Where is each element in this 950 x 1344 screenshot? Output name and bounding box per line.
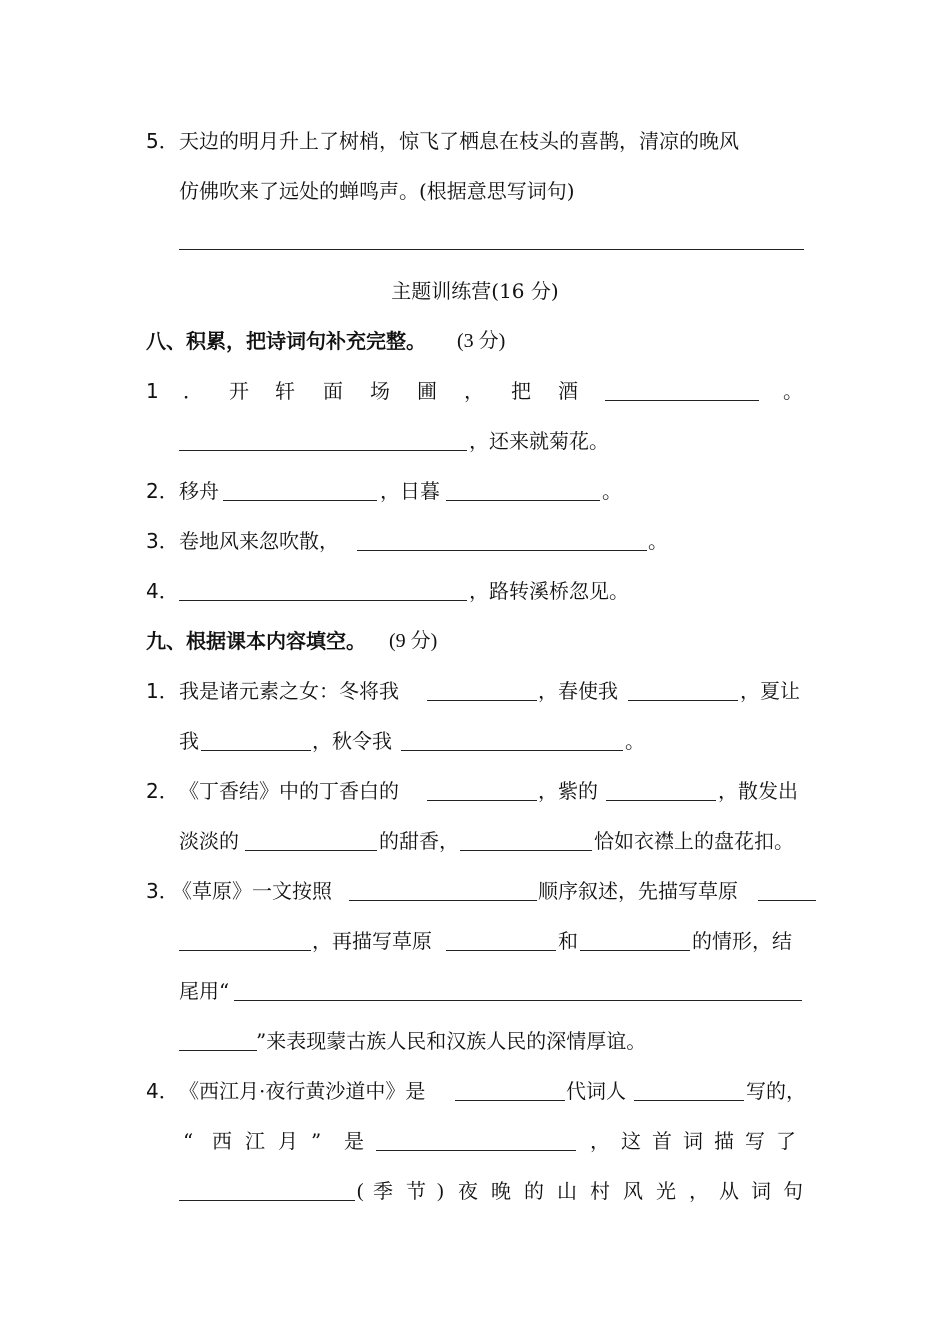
s8-item4 <box>0 576 950 606</box>
s8-i4-text-a: ，路转溪桥忽见。 <box>469 579 629 603</box>
s9-i4-i-char: 从 <box>719 1179 739 1203</box>
s9-i1-text-e: ，秋令我 <box>312 729 392 753</box>
s9-item4-line2 <box>0 1126 950 1156</box>
s9-i3-text-e: 的情形，结 <box>692 929 792 953</box>
s9-i3-blank-5b[interactable] <box>179 1050 257 1051</box>
q5-line2 <box>0 176 950 206</box>
s9-item2-line1 <box>0 776 950 806</box>
s9-i4-blank-1[interactable] <box>455 1100 565 1101</box>
s9-i4-d-char: 西 <box>212 1129 232 1153</box>
s9-i4-blank-4[interactable] <box>179 1200 355 1201</box>
s9-i1-text-f: 。 <box>625 729 645 753</box>
s9-i3-blank-1[interactable] <box>349 900 537 901</box>
s9-i2-text-c: ，散发出 <box>718 779 798 803</box>
s8-item3 <box>0 526 950 556</box>
s8-i1-char: 面 <box>323 379 343 403</box>
s9-i4-d-char: ” <box>311 1129 322 1153</box>
s9-i4-d-char: 月 <box>278 1129 298 1153</box>
s9-i4-i-char: 句 <box>783 1179 803 1203</box>
s8-item1-line1 <box>0 376 950 406</box>
s9-i1-text-a: 我是诸元素之女：冬将我 <box>179 679 399 703</box>
s9-i3-blank-3[interactable] <box>446 950 556 951</box>
s9-i3-number: 3． <box>146 879 179 903</box>
s8-title: 八、积累，把诗词句补充完整。 <box>146 329 426 353</box>
s9-i3-text-f: 尾用“ <box>179 979 230 1003</box>
s9-i3-text-b: 顺序叙述，先描写草原 <box>538 879 738 903</box>
s9-i3-text-d: 和 <box>558 929 578 953</box>
s8-i1-char: 把 <box>511 379 531 403</box>
s9-i3-text-a: 《草原》一文按照 <box>172 879 332 903</box>
s8-i1-char: 轩 <box>275 379 295 403</box>
s8-i1-end: 。 <box>783 379 803 403</box>
s9-i4-text-b: 代词人 <box>566 1079 626 1103</box>
s8-i1-char: 酒 <box>558 379 578 403</box>
s9-i1-blank-3[interactable] <box>201 750 311 751</box>
s9-i4-i-char: 村 <box>590 1179 610 1203</box>
s9-i4-i-char: 晚 <box>491 1179 511 1203</box>
s9-score: (9 分) <box>389 630 438 652</box>
s9-i2-text-e: 的甜香， <box>379 829 459 853</box>
q5-text-2: 仿佛吹来了远处的蝉鸣声。(根据意思写词句) <box>179 179 575 203</box>
s8-i1-tail: ，还来就菊花。 <box>469 429 609 453</box>
s9-i4-e-char: 写 <box>745 1129 765 1153</box>
s8-i2-blank-2[interactable] <box>446 500 600 501</box>
s9-i4-e-char: 了 <box>776 1129 796 1153</box>
s9-item4-line3 <box>0 1176 950 1206</box>
s9-i4-g-char: 季 <box>373 1179 393 1203</box>
s9-i2-blank-3[interactable] <box>245 850 377 851</box>
s9-i3-blank-5a[interactable] <box>234 1000 802 1001</box>
s9-i4-e-char: ， <box>590 1129 610 1153</box>
s9-i4-i-char: 光 <box>656 1179 676 1203</box>
s9-i4-i-char: 的 <box>524 1179 544 1203</box>
s9-i4-d-char: “ <box>183 1129 194 1153</box>
s9-item3-line1 <box>0 876 950 906</box>
s8-i1-char: 场 <box>370 379 390 403</box>
s8-i2-text-b: ，日暮 <box>380 479 440 503</box>
s9-i4-e-char: 这 <box>621 1129 641 1153</box>
s9-item1-line1 <box>0 676 950 706</box>
s9-i3-blank-2a[interactable] <box>758 900 816 901</box>
q5-answer-line[interactable] <box>179 249 804 250</box>
s8-i1-char: ， <box>464 379 484 403</box>
s9-i3-blank-2b[interactable] <box>179 950 311 951</box>
s8-i1-dot: ． <box>183 379 203 403</box>
s8-i2-text-c: 。 <box>602 479 622 503</box>
s9-i1-text-c: ，夏让 <box>740 679 800 703</box>
s8-item1-line2 <box>0 426 950 456</box>
s9-i2-text-d: 淡淡的 <box>179 829 239 853</box>
s9-i4-text-a: 《西江月·夜行黄沙道中》是 <box>179 1079 426 1103</box>
s9-i4-i-char: 词 <box>751 1179 771 1203</box>
s9-i1-text-b: ，春使我 <box>538 679 618 703</box>
s9-i4-paren-close: ) <box>437 1180 444 1202</box>
s9-i4-e-char: 词 <box>683 1129 703 1153</box>
s8-i1-number: 1 <box>146 379 159 403</box>
s9-i2-text-f: 恰如衣襟上的盘花扣。 <box>594 829 794 853</box>
s9-i4-d-char: 江 <box>245 1129 265 1153</box>
s9-i1-blank-1[interactable] <box>427 700 537 701</box>
s9-i3-text-g: ”来表现蒙古族人民和汉族人民的深情厚谊。 <box>256 1029 647 1053</box>
s9-i3-blank-4[interactable] <box>580 950 690 951</box>
s8-item2 <box>0 476 950 506</box>
section-title: 主题训练营(16 分) <box>391 279 559 303</box>
s9-i2-text-a: 《丁香结》中的丁香白的 <box>179 779 399 803</box>
s9-i1-text-d: 我 <box>179 729 199 753</box>
s8-i4-number: 4． <box>146 579 179 603</box>
s8-i2-blank-1[interactable] <box>223 500 377 501</box>
s9-item1-line2 <box>0 726 950 756</box>
s9-item2-line2 <box>0 826 950 856</box>
s9-i4-text-c: 写的， <box>746 1079 806 1103</box>
s9-i1-blank-2[interactable] <box>628 700 738 701</box>
s9-i4-d-char: 是 <box>344 1129 364 1153</box>
q5-line1 <box>0 126 950 156</box>
s8-score: (3 分) <box>457 330 506 352</box>
s9-i2-blank-1[interactable] <box>427 800 537 801</box>
s8-i1-blank-2[interactable] <box>179 450 467 451</box>
s9-i3-text-c: ，再描写草原 <box>312 929 432 953</box>
s8-i3-text-a: 卷地风来忽吹散， <box>179 529 339 553</box>
s9-i1-blank-4[interactable] <box>401 750 623 751</box>
s9-i4-g-char: 节 <box>406 1179 426 1203</box>
s8-title-line <box>0 326 950 356</box>
s8-i2-number: 2． <box>146 479 179 503</box>
q5-number: 5． <box>146 129 179 153</box>
s8-i3-blank[interactable] <box>357 550 647 551</box>
s9-title: 九、根据课本内容填空。 <box>146 629 366 653</box>
s9-i4-blank-2[interactable] <box>634 1100 744 1101</box>
s9-i4-i-char: ， <box>689 1179 709 1203</box>
s9-i2-text-b: ，紫的 <box>538 779 598 803</box>
q5-text-1: 天边的明月升上了树梢，惊飞了栖息在枝头的喜鹊，清凉的晚风 <box>179 129 739 153</box>
s9-item3-line4 <box>0 1026 950 1056</box>
s9-i4-paren-open: ( <box>357 1180 364 1202</box>
s9-i4-number: 4． <box>146 1079 179 1103</box>
s8-i2-text-a: 移舟 <box>179 479 219 503</box>
s9-item3-line3 <box>0 976 950 1006</box>
s9-i2-blank-2[interactable] <box>606 800 716 801</box>
s9-i4-i-char: 山 <box>557 1179 577 1203</box>
s9-i4-i-char: 夜 <box>458 1179 478 1203</box>
s9-i4-blank-3[interactable] <box>376 1150 576 1151</box>
s8-i1-blank-1[interactable] <box>605 400 759 401</box>
s8-i1-char: 圃 <box>417 379 437 403</box>
s9-i4-e-char: 描 <box>714 1129 734 1153</box>
s8-i1-char: 开 <box>229 379 249 403</box>
s8-i3-text-b: 。 <box>648 529 668 553</box>
s9-i2-number: 2． <box>146 779 179 803</box>
s9-i4-e-char: 首 <box>652 1129 672 1153</box>
s9-i4-i-char: 风 <box>623 1179 643 1203</box>
s9-i1-number: 1． <box>146 679 179 703</box>
s8-i3-number: 3． <box>146 529 179 553</box>
s9-item4-line1 <box>0 1076 950 1106</box>
s8-i4-blank[interactable] <box>179 600 467 601</box>
s9-title-line <box>0 626 950 656</box>
s9-item3-line2 <box>0 926 950 956</box>
s9-i2-blank-4[interactable] <box>460 850 592 851</box>
